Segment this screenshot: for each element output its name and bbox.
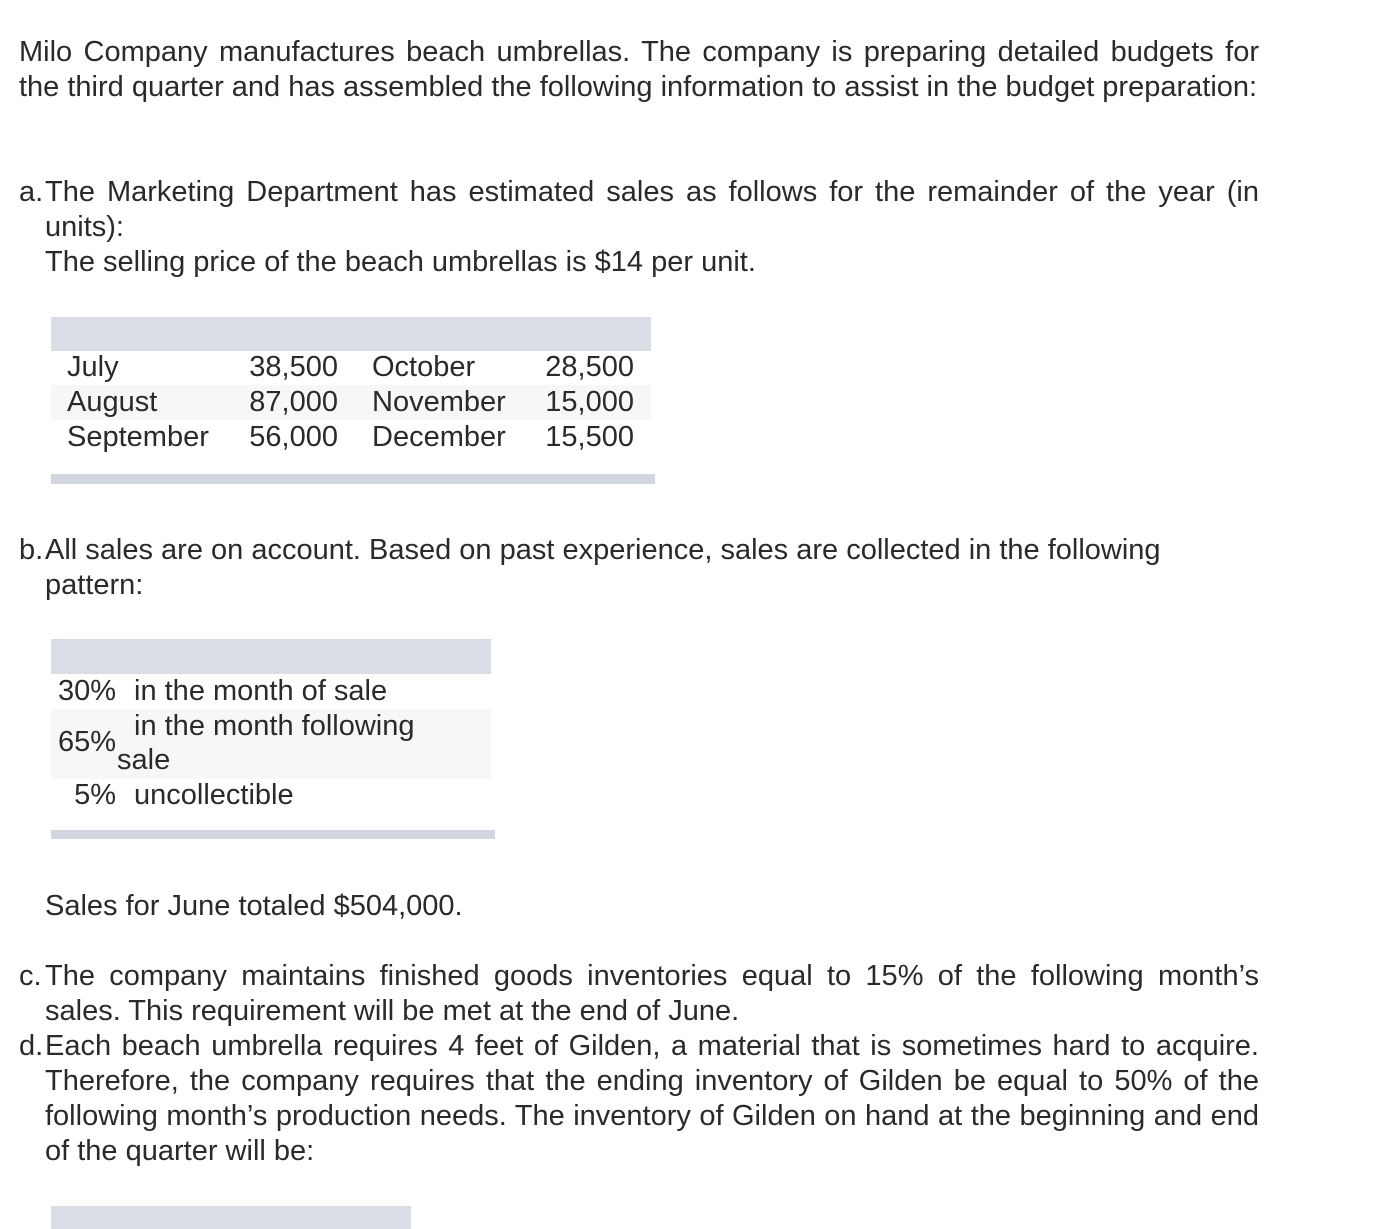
sales-units: 15,500 [545, 421, 634, 453]
collection-description-line1: in the month following [134, 710, 415, 742]
item-d-marker: d. [19, 1030, 44, 1062]
selling-price-note: The selling price of the beach umbrellas is $14 per unit. [45, 246, 756, 278]
collection-table-footer [51, 830, 495, 839]
collection-table-header [51, 639, 491, 674]
table-row [51, 420, 651, 455]
sales-table [51, 317, 655, 484]
item-a-marker: a. [19, 176, 44, 208]
item-c [19, 959, 1259, 1029]
sales-month: December [372, 421, 506, 453]
item-b-text: All sales are on account. Based on past experience, sales are collected in the following pattern: [45, 534, 1161, 601]
item-c-text: The company maintains finished goods inventories equal to 15% of the following month’s sales. This requirement will be met at the end of June. [45, 960, 1259, 1027]
intro-paragraph: Milo Company manufactures beach umbrellas. The company is preparing detailed budgets for the third quarter and has assembled the following information to assist in the budget preparation: [19, 36, 1259, 103]
table-row [51, 778, 491, 813]
collection-description: uncollectible [134, 779, 294, 811]
sales-table-footer [51, 474, 655, 484]
table-row [51, 709, 491, 779]
sales-month: October [372, 351, 476, 383]
sales-units: 87,000 [249, 386, 338, 418]
sales-month: July [67, 351, 119, 383]
collection-percent: 65% [57, 726, 116, 758]
sales-units: 38,500 [249, 351, 338, 383]
gilden-inventory-table [51, 1206, 411, 1229]
collection-description-line2: sale [117, 744, 171, 776]
item-c-marker: c. [19, 960, 42, 992]
sales-units: 15,000 [545, 386, 634, 418]
item-b [19, 533, 1259, 603]
table-row [51, 674, 491, 709]
item-d-text: Each beach umbrella requires 4 feet of Gilden, a material that is sometimes hard to acquire. Therefore, the company requires that the ending inventory of Gilden be equal to 50% of the following month’s production needs. The inventory of Gilden on hand at the beginning and end of the quarter will be: [45, 1030, 1259, 1167]
sales-units: 56,000 [249, 421, 338, 453]
sales-table-header [51, 317, 651, 351]
collection-percent: 5% [74, 779, 116, 811]
item-a-text: The Marketing Department has estimated sales as follows for the remainder of the year (in units): [45, 176, 1259, 243]
table-row [51, 385, 651, 420]
sales-units: 28,500 [545, 351, 634, 383]
sales-month: September [67, 421, 209, 453]
sales-month: August [67, 386, 158, 418]
item-d [19, 1029, 1259, 1169]
table-row [51, 350, 651, 385]
collection-table [51, 639, 495, 840]
item-a [19, 175, 1259, 245]
item-b-marker: b. [19, 534, 44, 566]
gilden-table-header [51, 1206, 411, 1229]
sales-month: November [372, 386, 506, 418]
june-sales-note: Sales for June totaled $504,000. [45, 890, 463, 922]
collection-description: in the month of sale [134, 675, 388, 707]
collection-percent: 30% [57, 675, 116, 707]
